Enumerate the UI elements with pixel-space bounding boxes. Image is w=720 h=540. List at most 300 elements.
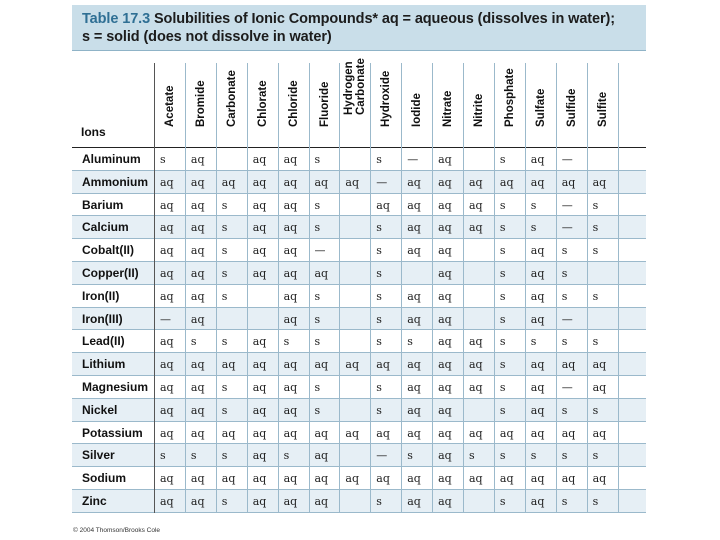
table-cell: aq	[160, 175, 174, 189]
table-cell: aq	[221, 472, 236, 486]
table-cell: aq	[283, 403, 298, 417]
table-cell: aq	[283, 381, 298, 394]
table-cell: s	[160, 153, 166, 166]
table-cell: aq	[252, 267, 267, 280]
table-cell: aq	[314, 175, 329, 189]
table-cell: s	[283, 335, 290, 349]
table-row	[72, 308, 646, 331]
table-cell: s	[561, 449, 568, 463]
table-cell: s	[407, 335, 413, 349]
table-cell: s	[561, 495, 568, 508]
table-cell: s	[283, 449, 290, 463]
column-header-label: Sulfate	[534, 88, 547, 127]
column-divider	[370, 63, 371, 513]
table-cell: aq	[190, 312, 205, 326]
table-title-line-2: s = solid (does not dissolve in water)	[82, 29, 332, 45]
table-cell: aq	[438, 312, 452, 326]
table-cell: s	[499, 403, 506, 417]
table-cell: s	[499, 244, 506, 258]
table-cell: aq	[407, 312, 421, 326]
table-cell: aq	[438, 267, 452, 280]
ion-name: Ammonium	[82, 174, 148, 189]
column-divider	[525, 63, 526, 513]
table-cell: aq	[530, 495, 545, 508]
table-cell: aq	[438, 198, 452, 212]
table-cell: aq	[190, 495, 205, 508]
table-cell: s	[314, 153, 321, 166]
table-cell: s	[314, 381, 321, 394]
column-header	[434, 55, 462, 139]
ion-name: Potassium	[82, 425, 143, 440]
column-header-label: Sulfite	[596, 91, 609, 127]
table-cell: aq	[469, 198, 483, 212]
column-divider	[339, 63, 340, 513]
column-header	[372, 55, 400, 139]
table-cell: aq	[283, 244, 298, 258]
table-cell: aq	[530, 426, 545, 440]
row-divider	[72, 512, 646, 513]
column-header-label: Bromide	[194, 80, 207, 127]
table-cell: aq	[190, 244, 205, 258]
table-cell: aq	[407, 198, 421, 212]
table-cell: aq	[252, 358, 267, 372]
table-cell: aq	[561, 472, 576, 486]
copyright-footer: © 2004 Thomson/Brooks Cole	[73, 527, 161, 534]
table-cell: aq	[283, 267, 298, 280]
ion-name: Magnesium	[82, 380, 149, 394]
ion-name: Nickel	[82, 402, 118, 417]
table-cell: s	[221, 495, 228, 508]
table-cell: s	[530, 198, 537, 212]
column-header	[187, 55, 215, 139]
column-header	[249, 55, 277, 139]
table-cell: aq	[438, 495, 452, 508]
table-cell: s	[376, 244, 382, 258]
table-title-line-1	[82, 11, 615, 27]
table-cell: aq	[160, 244, 174, 258]
table-cell: aq	[407, 358, 421, 372]
table-cell: aq	[160, 358, 174, 372]
table-cell: s	[561, 335, 568, 349]
table-cell: aq	[283, 495, 298, 508]
ion-name: Lithium	[82, 357, 126, 372]
table-cell: s	[592, 449, 599, 463]
table-cell: aq	[283, 221, 298, 235]
table-row	[72, 444, 646, 467]
table-cell: s	[499, 312, 506, 326]
table-cell: s	[530, 221, 537, 235]
table-cell: s	[592, 244, 599, 258]
table-cell: aq	[438, 449, 452, 463]
table-cell: aq	[438, 289, 452, 303]
column-header	[341, 55, 369, 139]
table-cell: aq	[252, 449, 267, 463]
table-cell: s	[314, 312, 321, 326]
ion-name: Barium	[82, 197, 124, 212]
ion-name: Zinc	[82, 494, 107, 508]
table-cell: s	[314, 198, 321, 212]
table-cell: aq	[438, 381, 452, 394]
table-cell: —	[376, 449, 388, 463]
column-header	[589, 55, 617, 139]
table-cell: aq	[190, 289, 205, 303]
table-cell: aq	[592, 358, 607, 372]
table-cell: s	[376, 289, 382, 303]
table-cell: aq	[438, 244, 452, 258]
table-cell: aq	[469, 335, 483, 349]
table-cell: aq	[407, 289, 421, 303]
table-cell: aq	[314, 267, 329, 280]
table-cell: aq	[252, 175, 267, 189]
table-cell: s	[314, 403, 321, 417]
table-cell: aq	[314, 495, 329, 508]
table-row	[72, 239, 646, 262]
table-cell: s	[561, 289, 568, 303]
table-cell: aq	[314, 426, 329, 440]
table-cell: aq	[530, 381, 545, 394]
table-cell: aq	[499, 472, 514, 486]
table-cell: s	[499, 381, 506, 394]
table-cell: s	[530, 449, 537, 463]
column-header	[496, 55, 524, 139]
table-cell: aq	[561, 426, 576, 440]
table-cell: s	[314, 335, 321, 349]
table-row	[72, 399, 646, 422]
column-divider	[309, 63, 310, 513]
table-cell: aq	[190, 198, 205, 212]
table-cell: —	[314, 244, 326, 258]
ion-name: Lead(II)	[82, 334, 125, 349]
column-divider	[463, 63, 464, 513]
table-cell: s	[190, 335, 197, 349]
table-cell: aq	[438, 403, 452, 417]
ion-name: Sodium	[82, 471, 126, 486]
table-cell: aq	[530, 472, 545, 486]
table-cell: s	[407, 449, 413, 463]
table-cell: aq	[438, 358, 452, 372]
table-cell: aq	[252, 472, 267, 486]
table-cell: aq	[376, 198, 390, 212]
table-row	[72, 171, 646, 194]
table-cell: —	[160, 312, 171, 326]
table-cell: s	[376, 267, 382, 280]
table-cell: aq	[592, 426, 607, 440]
table-cell: aq	[345, 426, 359, 440]
solubility-table	[72, 5, 646, 513]
table-cell: s	[221, 381, 228, 394]
column-divider	[494, 63, 495, 513]
table-cell: s	[499, 221, 506, 235]
table-cell: —	[561, 221, 573, 235]
table-cell: aq	[530, 244, 545, 258]
table-row	[72, 194, 646, 217]
table-cell: s	[561, 267, 568, 280]
table-cell: aq	[160, 335, 174, 349]
ion-name: Silver	[82, 448, 115, 463]
column-divider	[185, 63, 186, 513]
column-header	[527, 55, 555, 139]
table-cell: aq	[160, 221, 174, 235]
table-cell: aq	[407, 244, 421, 258]
table-cell: aq	[190, 472, 205, 486]
table-cell: s	[499, 153, 506, 166]
table-cell: s	[592, 335, 599, 349]
table-title-text: Solubilities of Ionic Compounds* aq = aqueous (dissolves in water);	[153, 11, 615, 27]
table-cell: aq	[407, 221, 421, 235]
table-cell: s	[592, 289, 599, 303]
table-cell: aq	[438, 221, 452, 235]
table-cell: aq	[190, 153, 205, 166]
column-header-label: Acetate	[163, 85, 176, 127]
table-cell: s	[561, 403, 568, 417]
table-cell: aq	[561, 175, 576, 189]
table-row	[72, 353, 646, 376]
table-cell: —	[376, 175, 388, 189]
table-cell: aq	[190, 426, 205, 440]
table-cell: aq	[190, 381, 205, 394]
column-header	[280, 55, 308, 139]
table-row	[72, 262, 646, 285]
table-cell: aq	[345, 358, 359, 372]
table-cell: aq	[592, 381, 607, 394]
table-cell: aq	[314, 358, 329, 372]
table-cell: s	[592, 403, 599, 417]
table-cell: aq	[283, 358, 298, 372]
table-cell: aq	[283, 426, 298, 440]
table-cell: aq	[561, 358, 576, 372]
table-cell: s	[160, 449, 166, 463]
table-number: Table 17.3	[82, 11, 151, 27]
table-cell: aq	[345, 472, 359, 486]
table-cell: aq	[283, 198, 298, 212]
table-cell: aq	[190, 175, 205, 189]
table-row	[72, 148, 646, 171]
column-header-label: Nitrite	[472, 93, 485, 127]
table-cell: aq	[376, 358, 390, 372]
column-divider	[278, 63, 279, 513]
table-cell: s	[376, 495, 382, 508]
table-cell: s	[221, 335, 228, 349]
table-cell: aq	[592, 472, 607, 486]
table-cell: s	[592, 198, 599, 212]
column-divider	[618, 63, 619, 513]
table-cell: aq	[438, 335, 452, 349]
table-cell: aq	[221, 175, 236, 189]
column-header-row	[72, 51, 646, 148]
table-cell: aq	[252, 495, 267, 508]
table-cell: s	[469, 449, 475, 463]
table-cell: aq	[530, 267, 545, 280]
table-cell: aq	[438, 472, 452, 486]
table-row	[72, 467, 646, 490]
table-cell: aq	[530, 312, 545, 326]
table-row	[72, 376, 646, 399]
column-divider	[216, 63, 217, 513]
column-divider	[556, 63, 557, 513]
table-cell: aq	[469, 221, 483, 235]
table-cell: aq	[530, 175, 545, 189]
table-cell: s	[376, 381, 382, 394]
table-cell: aq	[160, 472, 174, 486]
table-cell: aq	[407, 403, 421, 417]
table-cell: aq	[283, 289, 298, 303]
column-header-label: Hydroxide	[380, 70, 393, 127]
table-cell: aq	[221, 358, 236, 372]
table-cell: aq	[530, 358, 545, 372]
table-cell: s	[314, 221, 321, 235]
table-cell: aq	[345, 175, 359, 189]
table-cell: aq	[190, 267, 205, 280]
column-header	[465, 55, 493, 139]
table-cell: s	[592, 221, 599, 235]
table-cell: s	[221, 449, 228, 463]
table-cell: aq	[407, 175, 421, 189]
table-cell: s	[499, 267, 506, 280]
table-cell: s	[376, 335, 382, 349]
column-header-label: Nitrate	[442, 90, 455, 127]
column-header-label: Fluoride	[318, 81, 331, 127]
table-cell: aq	[160, 289, 174, 303]
column-divider	[247, 63, 248, 513]
table-cell: aq	[252, 403, 267, 417]
table-cell: aq	[160, 267, 174, 280]
table-cell: aq	[499, 175, 514, 189]
table-row	[72, 422, 646, 445]
table-cell: aq	[252, 198, 267, 212]
table-row	[72, 216, 646, 239]
table-cell: aq	[469, 426, 483, 440]
ion-name: Iron(II)	[82, 288, 120, 303]
table-cell: s	[221, 221, 228, 235]
table-cell: —	[561, 198, 573, 212]
table-cell: s	[530, 335, 537, 349]
table-cell: aq	[160, 198, 174, 212]
column-header-label: Hydrogen Carbonate	[343, 58, 368, 115]
table-cell: aq	[469, 358, 483, 372]
ion-name: Cobalt(II)	[82, 243, 134, 258]
table-cell: aq	[283, 472, 298, 486]
table-cell: aq	[407, 381, 421, 394]
ion-name: Aluminum	[82, 152, 141, 166]
column-header	[311, 55, 339, 139]
column-header-label: Sulfide	[565, 88, 578, 127]
table-cell: aq	[407, 495, 421, 508]
column-header-label: Phosphate	[503, 68, 516, 127]
table-cell: s	[221, 267, 228, 280]
table-cell: s	[221, 289, 228, 303]
column-header	[156, 55, 184, 139]
table-cell: aq	[469, 175, 483, 189]
table-cell: s	[499, 198, 506, 212]
table-cell: aq	[314, 472, 329, 486]
table-cell: aq	[407, 472, 421, 486]
table-cell: s	[314, 289, 321, 303]
table-cell: aq	[469, 381, 483, 394]
table-cell: aq	[190, 358, 205, 372]
table-cell: s	[221, 244, 228, 258]
table-cell: —	[561, 312, 573, 326]
table-cell: s	[499, 358, 506, 372]
table-cell: s	[190, 449, 197, 463]
table-cell: s	[499, 289, 506, 303]
table-cell: s	[499, 449, 506, 463]
ions-column-header: Ions	[81, 125, 106, 139]
table-cell: aq	[190, 221, 205, 235]
table-cell: s	[376, 312, 382, 326]
table-cell: aq	[469, 472, 483, 486]
table-cell: s	[221, 403, 228, 417]
table-cell: aq	[530, 289, 545, 303]
table-cell: aq	[283, 312, 298, 326]
table-cell: aq	[252, 381, 267, 394]
table-cell: aq	[190, 403, 205, 417]
column-header-label: Iodide	[411, 93, 424, 127]
table-cell: aq	[530, 153, 545, 166]
table-cell: aq	[530, 403, 545, 417]
table-cell: —	[407, 153, 419, 166]
table-cell: aq	[252, 335, 267, 349]
table-cell: aq	[160, 403, 174, 417]
table-cell: s	[499, 335, 506, 349]
table-cell: aq	[252, 153, 267, 166]
table-cell: aq	[407, 426, 421, 440]
column-divider	[587, 63, 588, 513]
table-cell: aq	[252, 244, 267, 258]
column-divider	[154, 63, 155, 513]
table-cell: s	[221, 198, 228, 212]
table-cell: aq	[221, 426, 236, 440]
ion-name: Iron(III)	[82, 311, 123, 326]
table-cell: aq	[160, 381, 174, 394]
table-cell: aq	[438, 153, 452, 166]
table-cell: aq	[438, 175, 452, 189]
table-cell: aq	[283, 153, 298, 166]
table-title-band	[72, 5, 646, 51]
table-cell: aq	[499, 426, 514, 440]
table-cell: s	[499, 495, 506, 508]
column-header-label: Chlorate	[256, 80, 269, 127]
table-cell: aq	[283, 175, 298, 189]
column-header-label: Carbonate	[225, 70, 238, 127]
table-cell: s	[592, 495, 599, 508]
table-row	[72, 490, 646, 513]
table-cell: s	[376, 153, 382, 166]
table-cell: aq	[592, 175, 607, 189]
table-cell: —	[561, 153, 573, 166]
table-row	[72, 330, 646, 353]
column-divider	[401, 63, 402, 513]
column-header	[218, 55, 246, 139]
table-cell: aq	[314, 449, 329, 463]
ion-name: Copper(II)	[82, 266, 139, 280]
column-header	[403, 55, 431, 139]
table-cell: aq	[160, 495, 174, 508]
table-cell: aq	[376, 472, 390, 486]
table-cell: aq	[252, 221, 267, 235]
column-header	[558, 55, 586, 139]
column-header-label: Chloride	[287, 80, 300, 127]
table-cell: aq	[252, 426, 267, 440]
column-divider	[432, 63, 433, 513]
table-row	[72, 285, 646, 308]
table-cell: s	[561, 244, 568, 258]
table-cell: aq	[160, 426, 174, 440]
table-cell: aq	[376, 426, 390, 440]
table-cell: aq	[438, 426, 452, 440]
ion-name: Calcium	[82, 220, 129, 235]
table-cell: s	[376, 403, 382, 417]
table-cell: s	[376, 221, 382, 235]
